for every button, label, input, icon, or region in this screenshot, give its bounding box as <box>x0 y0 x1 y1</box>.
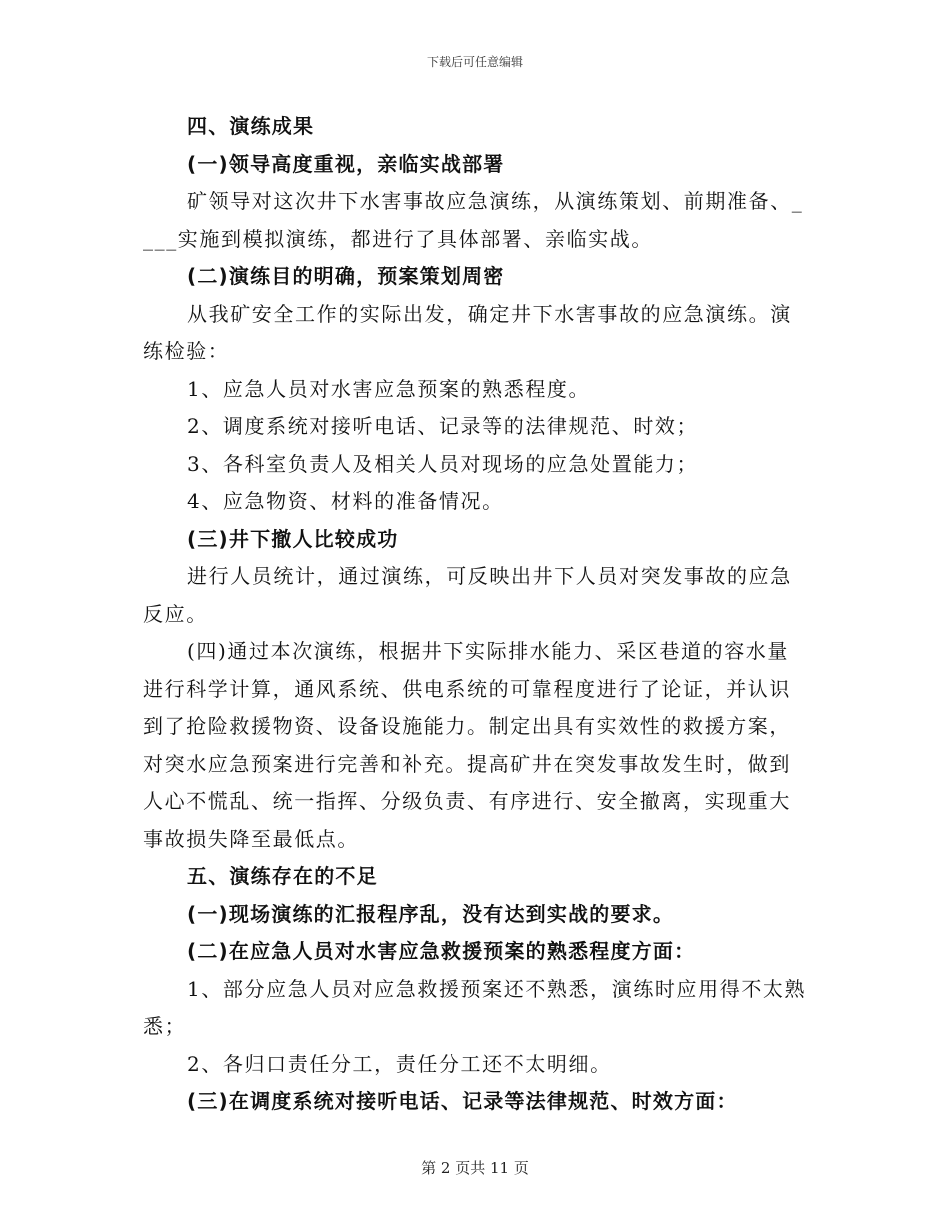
body-text-line: 3、各科室负责人及相关人员对现场的应急处置能力； <box>187 451 699 476</box>
body-text-line: 悉； <box>143 1014 187 1038</box>
section-heading: (一)领导高度重视，亲临实战部署 <box>187 151 505 176</box>
document-body <box>143 108 809 1121</box>
section-heading: 五、演练存在的不足 <box>187 864 378 888</box>
section-heading: (三)井下撤人比较成功 <box>187 526 399 551</box>
section-heading: (二)在应急人员对水害应急救援预案的熟悉程度方面： <box>187 939 696 963</box>
body-text-line: 对突水应急预案进行完善和补充。提高矿井在突发事故发生时，做到 <box>143 751 791 776</box>
section-heading: (三)在调度系统对接听电话、记录等法律规范、时效方面： <box>187 1089 738 1113</box>
section-heading: (二)演练目的明确，预案策划周密 <box>187 264 505 288</box>
section-heading: 四、演练成果 <box>187 114 315 138</box>
body-text-line: (四)通过本次演练，根据井下实际排水能力、采区巷道的容水量 <box>187 639 790 663</box>
body-text-line: 1、部分应急人员对应急救援预案还不熟悉，演练时应用得不太熟 <box>187 976 807 1001</box>
page-footer: 第 2 页共 11 页 <box>421 1159 529 1177</box>
body-text-line: 练检验： <box>143 339 230 363</box>
body-text-line: ___实施到模拟演练，都进行了具体部署、亲临实战。 <box>143 226 653 251</box>
body-text-line: 进行科学计算，通风系统、供电系统的可靠程度进行了论证，并认识 <box>143 676 791 701</box>
body-text-line: 进行人员统计，通过演练，可反映出井下人员对突发事故的应急 <box>187 564 792 588</box>
body-text-line: 反应。 <box>143 601 208 626</box>
body-text-line: 1、应急人员对水害应急预案的熟悉程度。 <box>187 376 591 401</box>
body-text-line: 从我矿安全工作的实际出发，确定井下水害事故的应急演练。演 <box>187 301 792 326</box>
body-text-line: 2、调度系统对接听电话、记录等的法律规范、时效； <box>187 414 699 438</box>
body-text-line: 矿领导对这次井下水害事故应急演练，从演练策划、前期准备、_ <box>187 189 804 213</box>
body-text-line: 4、应急物资、材料的准备情况。 <box>187 489 504 513</box>
body-text-line: 到了抢险救援物资、设备设施能力。制定出具有实效性的救援方案， <box>143 714 791 738</box>
body-text-line: 2、各归口责任分工，责任分工还不太明细。 <box>187 1051 612 1076</box>
page-header: 下载后可任意编辑 <box>426 55 523 69</box>
section-heading: (一)现场演练的汇报程序乱，没有达到实战的要求。 <box>187 901 675 926</box>
body-text-line: 事故损失降至最低点。 <box>143 826 359 851</box>
body-text-line: 人心不慌乱、统一指挥、分级负责、有序进行、安全撤离，实现重大 <box>143 789 791 813</box>
